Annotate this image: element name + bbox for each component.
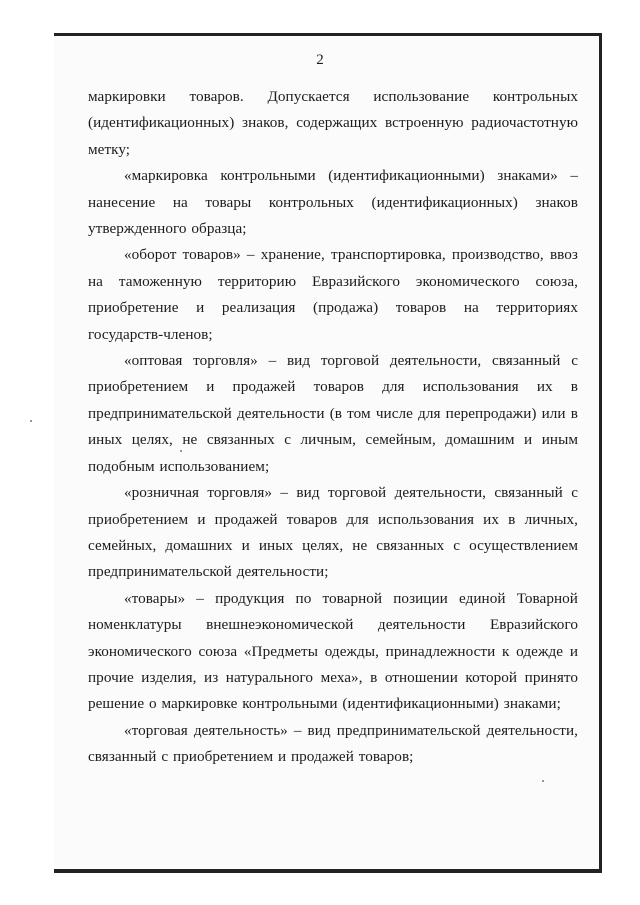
scan-speck: [542, 780, 544, 782]
paragraph-definition-wholesale: «оптовая торговля» – вид торговой деятельности, связанный с приобретением и продажей товаров для использования их в предпринимательской деятельности (в том числе для перепродажи) или в иных целях, не связанных с личным, семейным, домашним и иным подобным использованием;: [88, 352, 578, 475]
scan-speck: [30, 420, 32, 422]
document-body: [88, 84, 578, 771]
paragraph-definition-marking: «маркировка контрольными (идентификационными) знаками» – нанесение на товары контрольных (идентификационных) знаков утвержденного образца;: [88, 167, 578, 238]
page-number: 2: [316, 52, 324, 68]
paragraph-definition-circulation: «оборот товаров» – хранение, транспортировка, производство, ввоз на таможенную территорию Евразийского экономического союза, приобретение и реализация (продажа) товаров на территориях государств-членов;: [88, 246, 578, 343]
paragraph-definition-retail: «розничная торговля» – вид торговой деятельности, связанный с приобретением и продажей товаров для использования их в личных, семейных, домашних и иных целях, не связанных с осуществлением предпринимательской деятельности;: [88, 484, 578, 581]
paragraph-definition-trade-activity: «торговая деятельность» – вид предпринимательской деятельности, связанный с приобретением и продажей товаров;: [88, 721, 578, 766]
paragraph-definition-goods: «товары» – продукция по товарной позиции единой Товарной номенклатуры внешнеэкономической деятельности Евразийского экономического союза «Предметы одежды, принадлежности к одежде и прочие изделия, из натурального меха», в отношении которой принято решение о маркировке контрольными (идентификационными) знаками;: [88, 589, 578, 713]
scan-speck: [180, 450, 182, 452]
paragraph-continuation: маркировки товаров. Допускается использование контрольных (идентификационных) знаков, содержащих встроенную радиочастотную метку;: [88, 88, 578, 158]
